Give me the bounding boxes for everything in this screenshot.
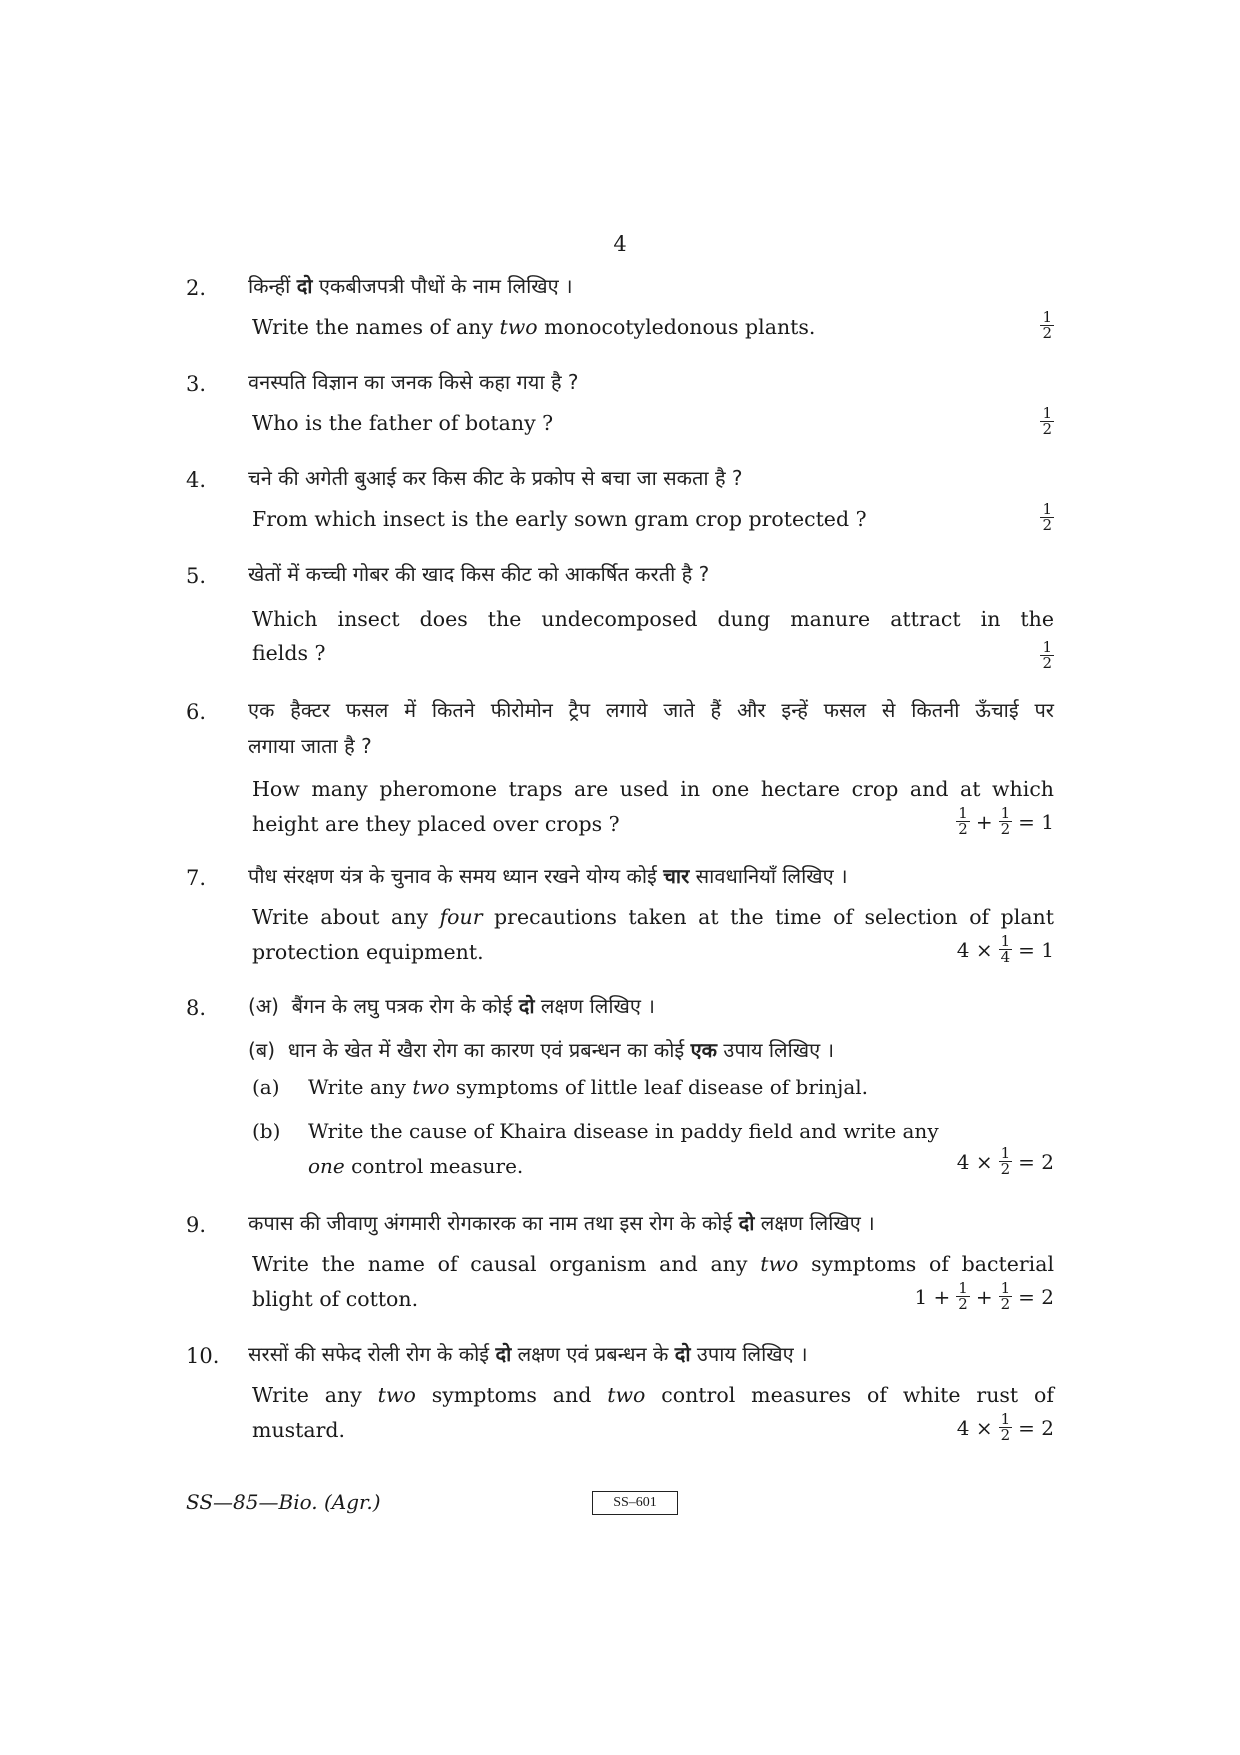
hindi-text: सरसों की सफेद रोली रोग के कोई दो लक्षण एवं प्रबन्धन के दो उपाय लिखिए । [248, 1342, 808, 1366]
english-text-line1: Write any two symptoms and two control measures of white rust of [252, 1383, 1054, 1407]
hindi-text: चने की अगेती बुआई कर किस कीट के प्रकोप से बचा जा सकता है ? [248, 466, 743, 490]
question-number: 3. [186, 372, 207, 396]
english-part-a: (a) Write any two symptoms of little leaf disease of brinjal. [252, 1075, 869, 1099]
fraction: $\frac{1}{2}$ [958, 804, 968, 838]
marks [1040, 310, 1054, 341]
english-text-line2: protection equipment. [252, 940, 484, 964]
hindi-text: वनस्पति विज्ञान का जनक किसे कहा गया है ? [248, 370, 579, 394]
question-number: 5. [186, 564, 207, 588]
fraction: $\frac{1}{2}$ [1000, 1410, 1011, 1444]
question-number: 2. [186, 276, 207, 300]
fraction: $\frac{1}{2}$ [1042, 638, 1052, 672]
english-part-b: (b) Write the cause of Khaira disease in paddy field and write any one control measure. [252, 1119, 939, 1178]
hindi-part-a: (अ) बैंगन के लघु पत्रक रोग के कोई दो लक्षण लिखिए । [248, 994, 655, 1018]
fraction: $\frac{1}{2}$ [1042, 500, 1052, 534]
marks [1040, 502, 1054, 533]
question-number: 4. [186, 468, 207, 492]
question-number: 8. [186, 996, 207, 1020]
question-number: 7. [186, 866, 207, 890]
fraction: $\frac{1}{2}$ [1042, 404, 1052, 438]
fraction: $\frac{1}{2}$ [1042, 308, 1052, 342]
english-text: Write the names of any two monocotyledonous plants. [252, 315, 816, 339]
hindi-text: खेतों में कच्ची गोबर की खाद किस कीट को आकर्षित करती है ? [248, 562, 710, 586]
english-text: From which insect is the early sown gram crop protected ? [252, 507, 867, 531]
marks: 4 × $\frac{1}{4}$ = 1 [956, 932, 1054, 966]
english-text-line2: fields ? [252, 641, 326, 665]
paper-code: SS—85—Bio. (Agr.) [186, 1490, 381, 1514]
english-text-line1: How many pheromone traps are used in one hectare crop and at which [252, 777, 1054, 801]
question-number: 9. [186, 1213, 207, 1237]
fraction: $\frac{1}{2}$ [1000, 1144, 1011, 1178]
marks: 1 + $\frac{1}{2}$ + $\frac{1}{2}$ = 2 [914, 1279, 1054, 1313]
hindi-text: पौध संरक्षण यंत्र के चुनाव के समय ध्यान रखने योग्य कोई चार सावधानियाँ लिखिए । [248, 864, 848, 888]
fraction: $\frac{1}{2}$ [1000, 1279, 1011, 1313]
english-text-line1: Write the name of causal organism and any two symptoms of bacterial [252, 1252, 1055, 1276]
page-number: 4 [613, 232, 627, 256]
hindi-text: किन्हीं दो एकबीजपत्री पौधों के नाम लिखिए । [248, 274, 573, 298]
hindi-part-b: (ब) धान के खेत में खैरा रोग का कारण एवं प्रबन्धन का कोई एक उपाय लिखिए । [248, 1038, 835, 1062]
question-number: 6. [186, 700, 207, 724]
english-text-line2: mustard. [252, 1418, 346, 1442]
english-text-line2: blight of cotton. [252, 1287, 419, 1311]
hindi-text: कपास की जीवाणु अंगमारी रोगकारक का नाम तथा इस रोग के कोई दो लक्षण लिखिए । [248, 1211, 875, 1235]
marks [1040, 640, 1054, 671]
marks: 4 × $\frac{1}{2}$ = 2 [956, 1144, 1054, 1178]
paper-id-box: SS–601 [592, 1491, 678, 1515]
hindi-text-line1: एक हैक्टर फसल में कितने फीरोमोन ट्रैप लगाये जाते हैं और इन्हें फसल से कितनी ऊँचाई पर [248, 698, 1054, 722]
fraction: $\frac{1}{2}$ [1000, 804, 1011, 838]
fraction: $\frac{1}{2}$ [958, 1279, 968, 1313]
english-text-line1: Which insect does the undecomposed dung manure attract in the [252, 607, 1054, 631]
fraction: $\frac{1}{4}$ [1000, 932, 1011, 966]
english-text-line2: height are they placed over crops ? [252, 812, 620, 836]
marks [1040, 406, 1054, 437]
english-text: Who is the father of botany ? [252, 411, 554, 435]
english-text-line1: Write about any four precautions taken at the time of selection of plant [252, 905, 1054, 929]
question-number: 10. [186, 1344, 220, 1368]
marks: 4 × $\frac{1}{2}$ = 2 [956, 1410, 1054, 1444]
marks: $\frac{1}{2}$ + $\frac{1}{2}$ = 1 [958, 804, 1054, 838]
hindi-text-line2: लगाया जाता है ? [248, 734, 372, 758]
